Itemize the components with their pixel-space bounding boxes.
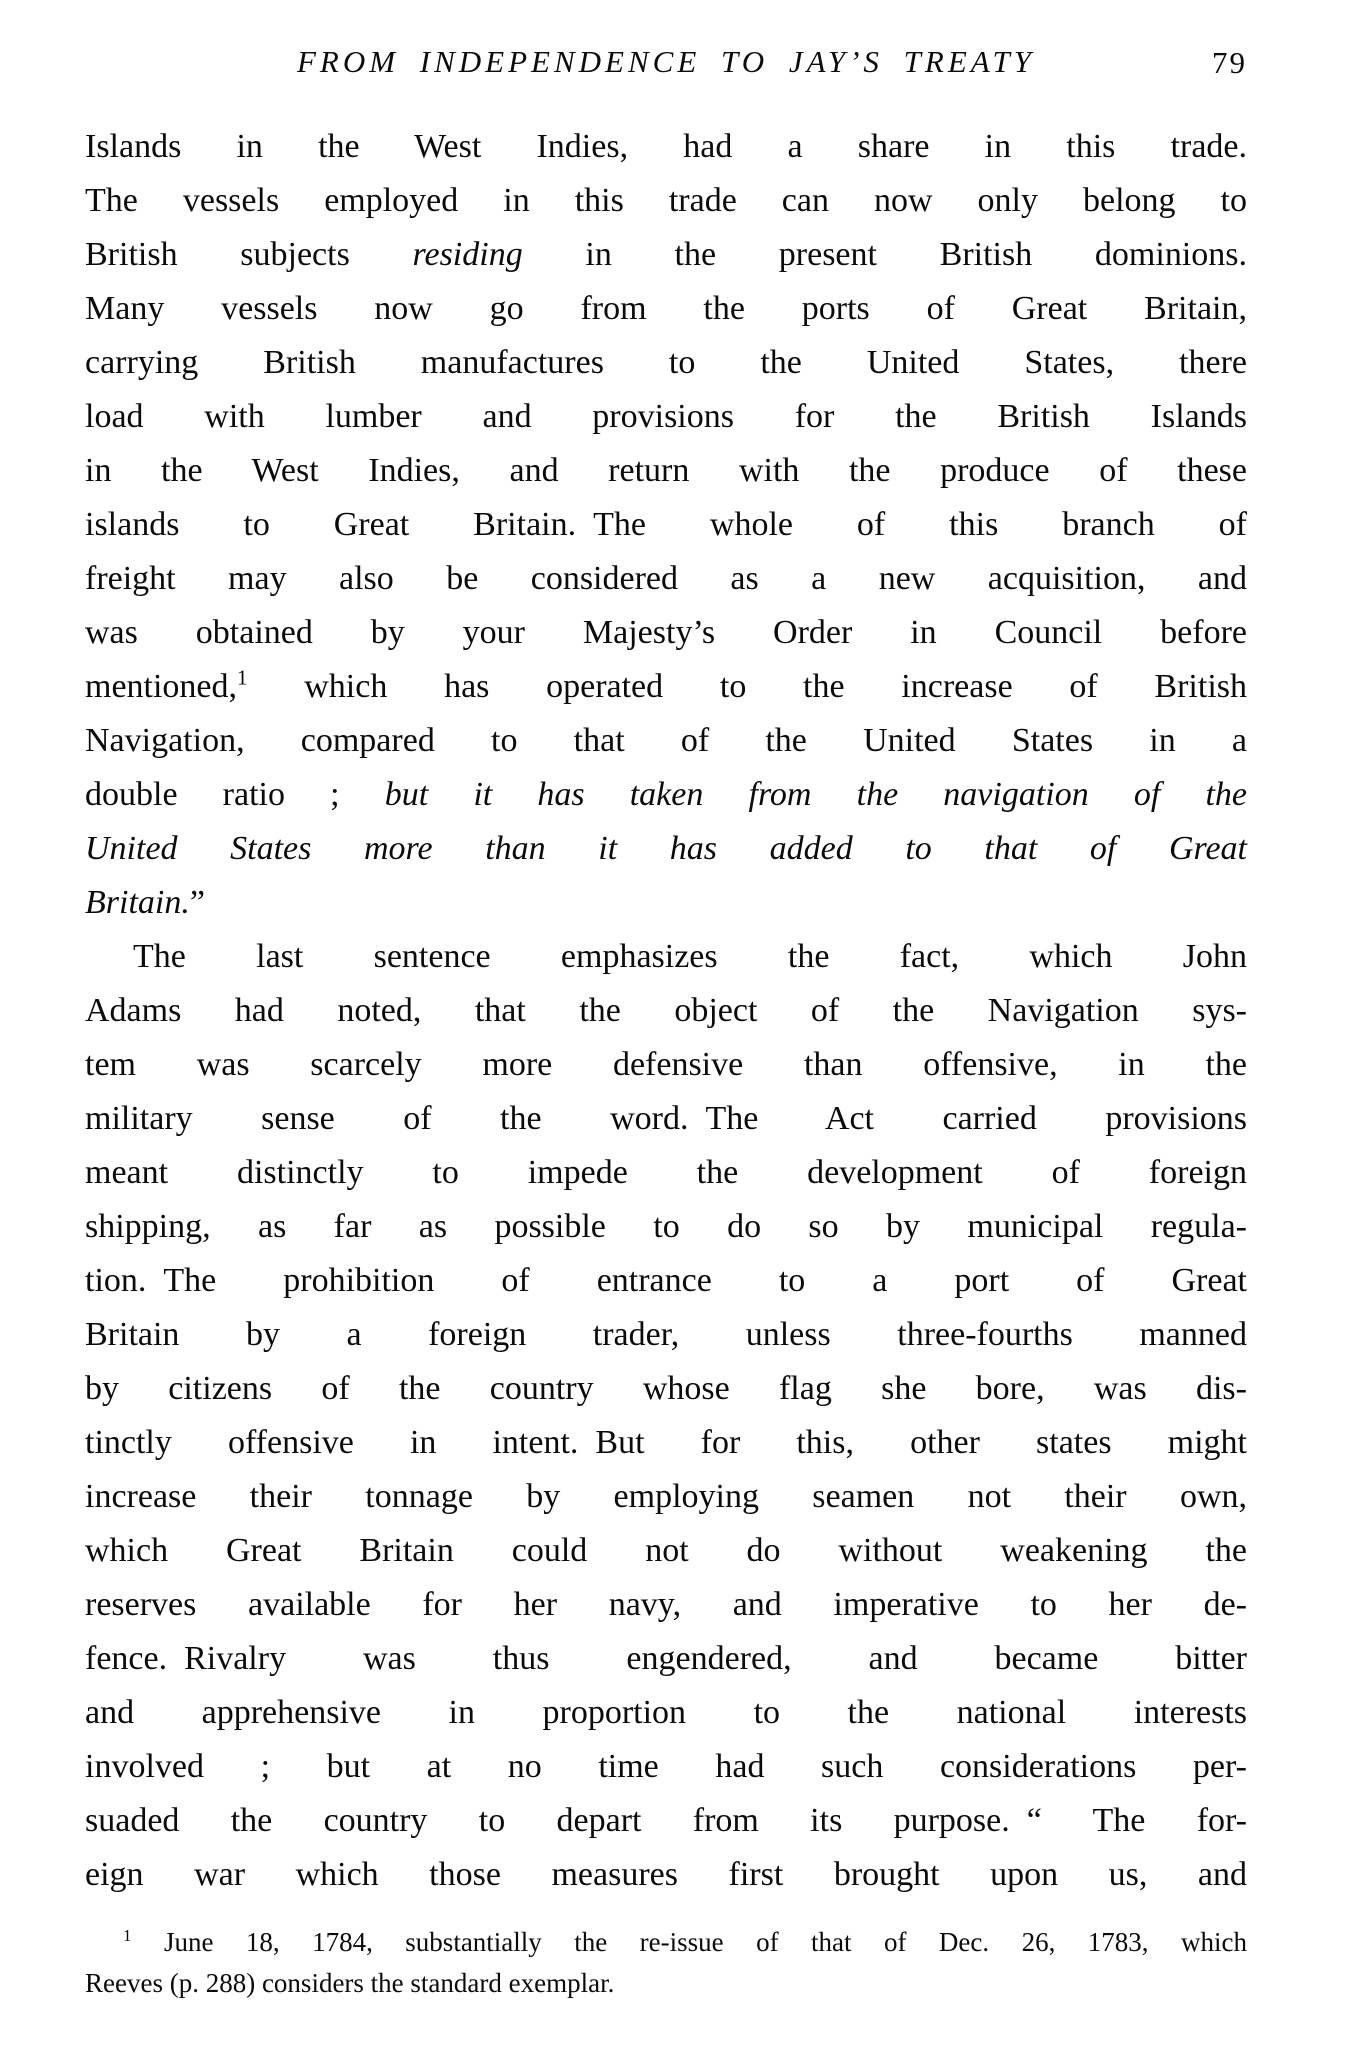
- text-segment: The last sentence emphasizes the fact, which John: [133, 938, 1247, 975]
- text-segment: carrying British manufactures to the United States, there: [85, 344, 1247, 381]
- text-line: [85, 174, 1247, 228]
- text-line: [85, 282, 1247, 336]
- text-line: [85, 876, 1247, 930]
- text-segment: The vessels employed in this trade can now only belong to: [85, 182, 1247, 219]
- text-segment: in the West Indies, and return with the produce of these: [85, 452, 1247, 489]
- text-segment: Islands in the West Indies, had a share in this trade.: [85, 128, 1247, 165]
- text-segment: double ratio ;: [85, 776, 385, 813]
- text-line: [85, 1740, 1247, 1794]
- text-segment: shipping, as far as possible to do so by municipal regula-: [85, 1208, 1247, 1245]
- text-segment: reserves available for her navy, and imperative to her de-: [85, 1586, 1247, 1623]
- text-line: [85, 660, 1247, 714]
- italic-text: residing: [412, 236, 523, 273]
- text-line: [85, 1524, 1247, 1578]
- text-line: [85, 984, 1247, 1038]
- footnote: [85, 1922, 1247, 2004]
- text-line: [85, 822, 1247, 876]
- footnote-marker: 1: [123, 1926, 132, 1945]
- text-line: [85, 714, 1247, 768]
- text-segment: and apprehensive in proportion to the national interests: [85, 1694, 1247, 1731]
- text-line: [85, 1416, 1247, 1470]
- text-line: [85, 606, 1247, 660]
- text-segment: Britain by a foreign trader, unless three-fourths manned: [85, 1316, 1247, 1353]
- text-segment: Reeves (p. 288) considers the standard exemplar.: [85, 1968, 615, 1998]
- body-text: [85, 120, 1247, 1902]
- text-segment: ”: [189, 884, 205, 921]
- text-segment: eign war which those measures first brought upon us, and: [85, 1856, 1247, 1893]
- text-line: [85, 1092, 1247, 1146]
- text-segment: islands to Great Britain. The whole of this branch of: [85, 506, 1247, 543]
- text-line: [85, 1470, 1247, 1524]
- text-line: [85, 1578, 1247, 1632]
- text-segment: which Great Britain could not do without weakening the: [85, 1532, 1247, 1569]
- text-segment: British subjects: [85, 236, 413, 273]
- text-segment: in the present British dominions.: [522, 236, 1248, 273]
- text-segment: was obtained by your Majesty’s Order in Council before: [85, 614, 1247, 651]
- text-line: [85, 444, 1247, 498]
- text-segment: mentioned,: [85, 668, 238, 705]
- italic-text: Britain.: [85, 884, 190, 921]
- text-segment: Navigation, compared to that of the United States in a: [85, 722, 1247, 759]
- text-line: [85, 1308, 1247, 1362]
- text-segment: meant distinctly to impede the development of foreign: [85, 1154, 1247, 1191]
- text-segment: increase their tonnage by employing seamen not their own,: [85, 1478, 1247, 1515]
- running-title: FROM INDEPENDENCE TO JAY’S TREATY: [296, 44, 1036, 79]
- text-line: [85, 768, 1247, 822]
- text-segment: freight may also be considered as a new acquisition, and: [85, 560, 1247, 597]
- text-segment: load with lumber and provisions for the British Islands: [85, 398, 1247, 435]
- text-line: [85, 1686, 1247, 1740]
- text-line: [85, 1794, 1247, 1848]
- footnote-marker: 1: [237, 665, 248, 690]
- text-segment: fence. Rivalry was thus engendered, and became bitter: [85, 1640, 1247, 1677]
- text-segment: military sense of the word. The Act carried provisions: [85, 1100, 1247, 1137]
- italic-text: but it has taken from the navigation of the: [384, 776, 1248, 813]
- text-segment: Adams had noted, that the object of the Navigation sys-: [85, 992, 1247, 1029]
- page-number: 79: [1212, 45, 1247, 80]
- text-line: [85, 1254, 1247, 1308]
- text-segment: suaded the country to depart from its purpose. “ The for-: [85, 1802, 1247, 1839]
- footnote-line: [85, 1922, 1247, 1963]
- text-segment: by citizens of the country whose flag she bore, was dis-: [85, 1370, 1247, 1407]
- text-line: [85, 552, 1247, 606]
- text-line: [85, 930, 1247, 984]
- footnote-line: [85, 1963, 1247, 2004]
- page-header: [85, 44, 1247, 86]
- text-line: [85, 1200, 1247, 1254]
- text-line: [85, 336, 1247, 390]
- text-segment: tinctly offensive in intent. But for this, other states might: [85, 1424, 1247, 1461]
- text-line: [85, 1848, 1247, 1902]
- italic-text: United States more than it has added to that of Great: [85, 830, 1247, 867]
- text-segment: Many vessels now go from the ports of Great Britain,: [85, 290, 1247, 327]
- text-line: [85, 390, 1247, 444]
- text-line: [85, 1362, 1247, 1416]
- text-segment: which has operated to the increase of British: [247, 668, 1247, 705]
- text-line: [85, 1038, 1247, 1092]
- text-line: [85, 228, 1247, 282]
- text-segment: June 18, 1784, substantially the re-issue of that of Dec. 26, 1783, which: [131, 1927, 1247, 1957]
- text-segment: tem was scarcely more defensive than offensive, in the: [85, 1046, 1247, 1083]
- text-line: [85, 120, 1247, 174]
- text-segment: tion. The prohibition of entrance to a port of Great: [85, 1262, 1247, 1299]
- text-line: [85, 498, 1247, 552]
- text-segment: involved ; but at no time had such considerations per-: [85, 1748, 1247, 1785]
- text-line: [85, 1146, 1247, 1200]
- text-line: [85, 1632, 1247, 1686]
